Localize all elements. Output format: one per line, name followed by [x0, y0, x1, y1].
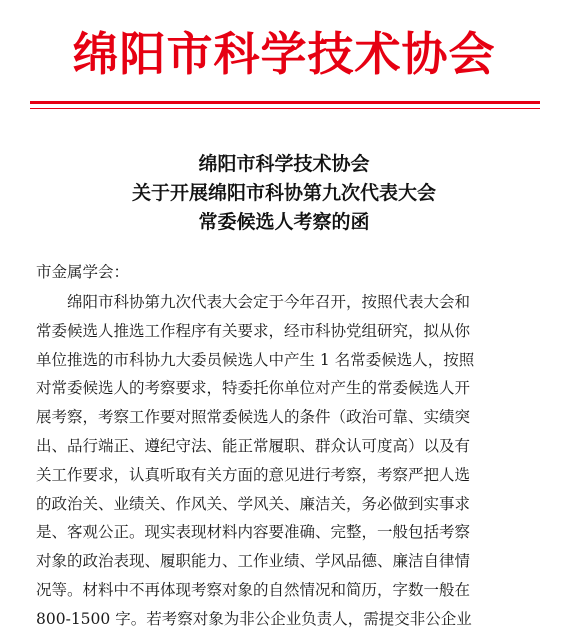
title-line-1: 绵阳市科学技术协会 — [198, 153, 370, 175]
body-line: 常委候选人推选工作程序有关要求，经市科协党组研究，拟从你 — [36, 321, 471, 340]
letterhead-divider-thin — [30, 108, 540, 109]
body-line: 绵阳市科协第九次代表大会定于今年召开，按照代表大会和 — [36, 293, 471, 311]
body-line: 对象的政治表现、履职能力、工作业绩、学风品德、廉洁自律情 — [36, 552, 471, 571]
body-line: 单位推选的市科协九大委员候选人中产生 1 名常委候选人，按照 — [36, 350, 475, 369]
document-title — [0, 150, 568, 237]
body-line: 出、品行端正、遵纪守法、能正常履职、群众认可度高）以及有 — [36, 436, 471, 455]
body-line: 对常委候选人的考察要求，特委托你单位对产生的常委候选人开 — [36, 379, 471, 398]
body-line: 的政治关、业绩关、作风关、学风关、廉洁关，务必做到实事求 — [36, 494, 471, 513]
letterhead-divider-thick — [30, 101, 540, 104]
title-line-2: 关于开展绵阳市科协第九次代表大会 — [131, 182, 436, 204]
body-line: 800-1500 字。若考察对象为非公企业负责人，需提交非公企业 — [36, 609, 472, 628]
body-line: 是、客观公正。现实表现材料内容要准确、完整，一般包括考察 — [36, 523, 471, 542]
letterhead-org-name: 绵阳市科学技术协会 — [72, 27, 496, 81]
body-line: 关工作要求，认真听取有关方面的意见进行考察，考察严把人选 — [36, 465, 471, 484]
title-line-3: 常委候选人考察的函 — [198, 211, 370, 233]
body-line: 展考察，考察工作要对照常委候选人的条件（政治可靠、实绩突 — [36, 408, 471, 427]
salutation: 市金属学会： — [36, 263, 130, 281]
body-paragraph — [36, 288, 536, 634]
body-line: 况等。材料中不再体现考察对象的自然情况和简历，字数一般在 — [36, 580, 471, 599]
